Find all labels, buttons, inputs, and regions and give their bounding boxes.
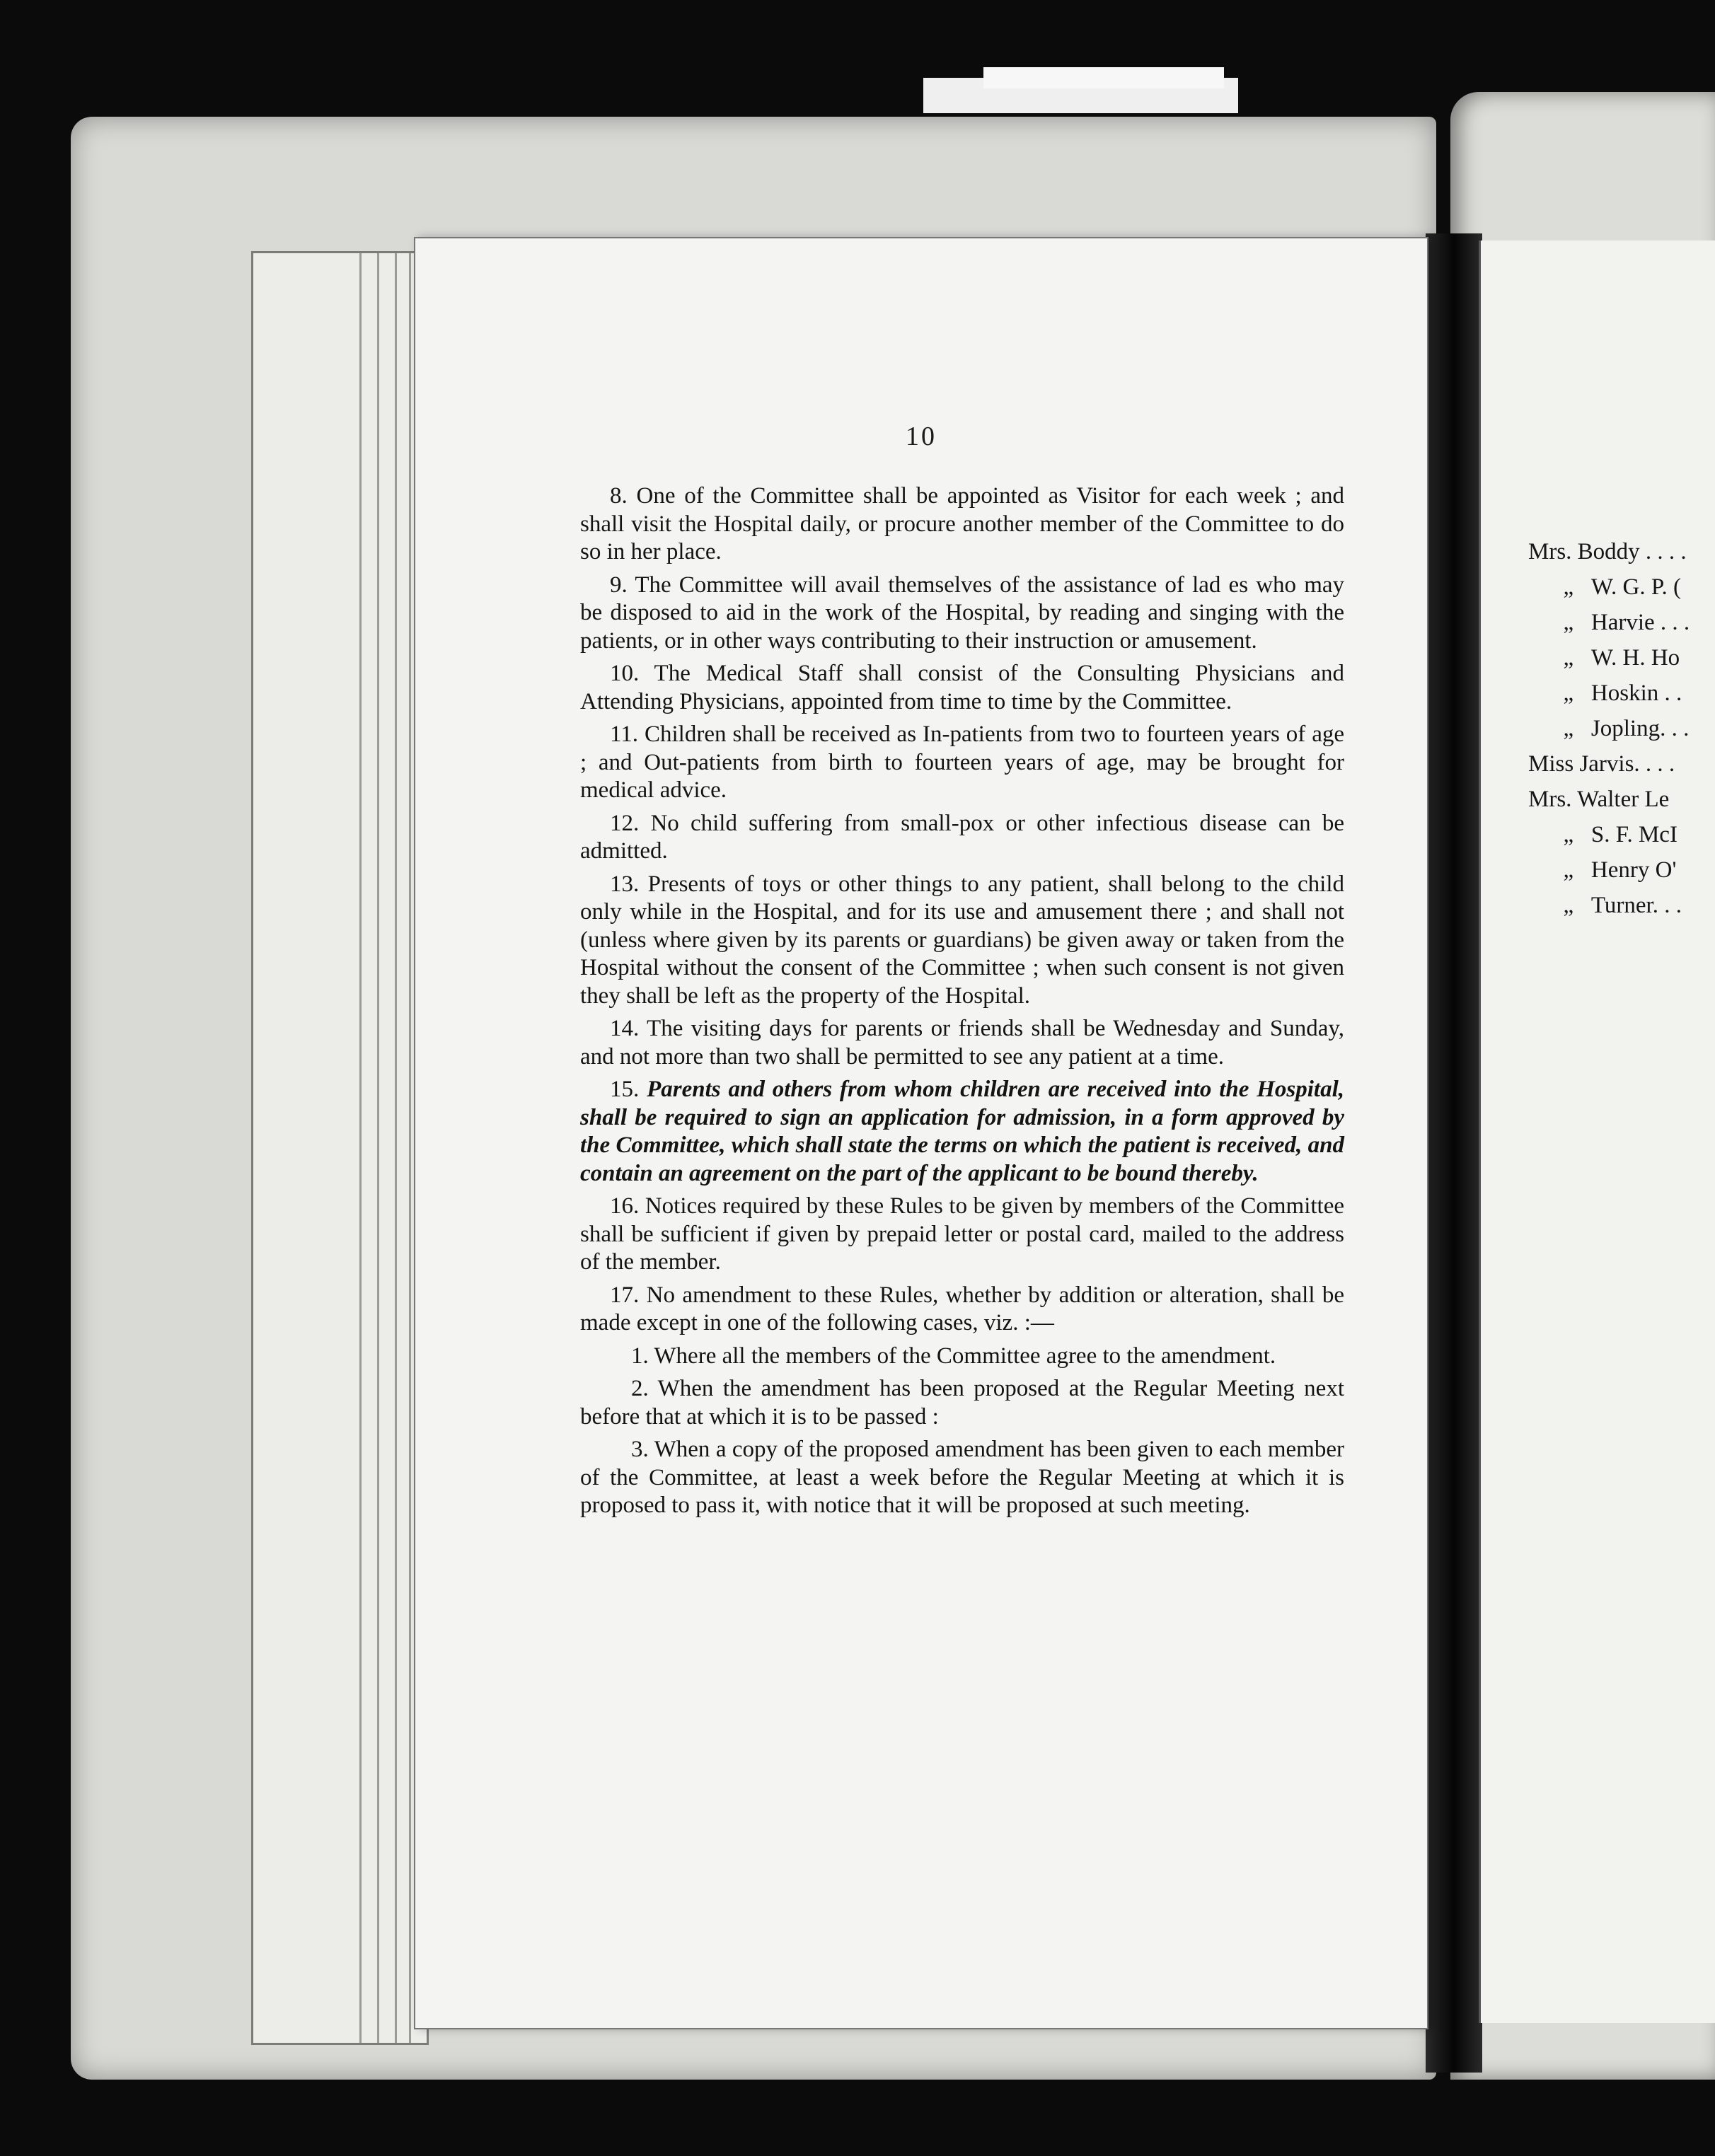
book-spine — [1426, 233, 1482, 2073]
paper-tab-inner — [983, 67, 1224, 88]
page-number: 10 — [906, 422, 937, 451]
rule-8: 8. One of the Committee shall be appointed as Visitor for each week ; and shall visit the Hospital daily, or procure another member of the Committee to do so in her place. — [580, 483, 1344, 564]
rule-14: 14. The visiting days for parents or friends shall be Wednesday and Sunday, and not more than two shall be permitted to see any patient at a time. — [580, 1016, 1344, 1070]
right-page — [1479, 240, 1715, 2023]
rule-9: 9. The Committee will avail themselves of the assistance of lad es who may be disposed to aid in the work of the Hospital, by reading and singing with the patients, or in other ways contributing to their instruction or amusement. — [580, 572, 1345, 654]
member-entry: „ S. F. McI — [1528, 822, 1678, 847]
member-entry: „ Hoskin . . — [1528, 680, 1682, 706]
member-entry: „ Henry O' — [1528, 857, 1677, 883]
rule-17-case-2: 2. When the amendment has been proposed at the Regular Meeting next before that at which it is to be passed : — [580, 1376, 1344, 1430]
rule-16: 16. Notices required by these Rules to be given by members of the Committee shall be sufficient if given by prepaid letter or postal card, mailed to the address of the member. — [580, 1193, 1345, 1275]
rule-10: 10. The Medical Staff shall consist of the Consulting Physicians and Attending Physicians, appointed from time to time by the Committee. — [580, 661, 1344, 714]
member-entry: „ W. H. Ho — [1528, 645, 1680, 671]
rule-13: 13. Presents of toys or other things to any patient, shall belong to the child only while in the Hospital, and for its use and amusement there ; and shall not (unless where given by its parents or guardians) be given away or taken from the Hospital without the consent of the Committee ; when such consent is not given they shall be left as the property of the Hospital. — [580, 871, 1344, 1009]
members-list — [1528, 534, 1712, 923]
member-entry: „ Harvie . . . — [1528, 610, 1690, 635]
member-entry: „ Turner. . . — [1528, 893, 1682, 918]
rule-17-case-1: 1. Where all the members of the Committee agree to the amendment. — [631, 1343, 1276, 1369]
rules-text — [580, 482, 1344, 1525]
rule-17-case-3: 3. When a copy of the proposed amendment has been given to each member of the Committee, at least a week before the Regular Meeting at which it is proposed to pass it, with notice that it will be proposed at such meeting. — [580, 1437, 1344, 1518]
rule-17: 17. No amendment to these Rules, whether by addition or alteration, shall be made except in one of the following cases, viz. :— — [580, 1282, 1345, 1335]
member-entry: „ Jopling. . . — [1528, 716, 1690, 741]
rule-12: 12. No child suffering from small-pox or other infectious disease can be admitted. — [580, 810, 1345, 864]
left-page — [414, 237, 1428, 2029]
rule-11: 11. Children shall be received as In-patients from two to fourteen years of age ; and Out-patients from birth to fourteen years of age, may be brought for medical advice. — [580, 721, 1345, 803]
member-entry: „ W. G. P. ( — [1528, 574, 1682, 600]
member-entry: Mrs. Boddy . . . . — [1528, 539, 1687, 564]
rule-15: 15. Parents and others from whom children are received into the Hospital, shall be required to sign an application for admission, in a form approved by the Committee, which shall state the terms on which the patient is received, and contain an agreement on the part of the applicant to be bound thereby. — [580, 1077, 1344, 1186]
member-entry: Miss Jarvis. . . . — [1528, 751, 1675, 777]
member-entry: Mrs. Walter Le — [1528, 787, 1670, 812]
page-stack-edge — [251, 251, 429, 2045]
